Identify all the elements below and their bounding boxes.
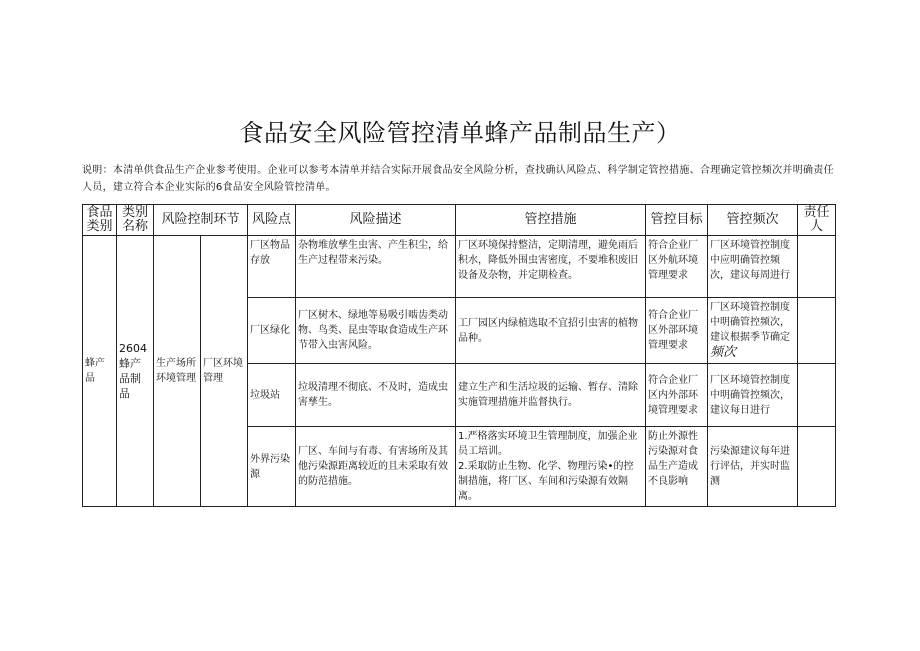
- control-target-cell: 符合企业厂区外部环境管理要求: [646, 298, 708, 364]
- measure-item: 1.严格落实环境卫生管理制度，加强企业员工培训。: [458, 431, 638, 457]
- risk-point-cell: 厂区物品存放: [248, 236, 296, 298]
- responsible-cell: [798, 298, 836, 364]
- risk-description-cell: 垃圾清理不彻底、不及时，造成虫害孳生。: [296, 364, 456, 427]
- header-control-target: 管控目标: [646, 205, 708, 236]
- responsible-cell: [798, 236, 836, 298]
- risk-point-cell: 外界污染源: [248, 427, 296, 507]
- category-name-cell: 2604蜂产品制品: [117, 236, 154, 507]
- header-control-step: 风险控制环节: [154, 205, 248, 236]
- responsible-cell: [798, 364, 836, 427]
- risk-control-table: [82, 204, 836, 507]
- measure-item: 2.采取防止生物、化学、物理污染•的控制措施，将厂区、车间和污染源有效隔离。: [458, 461, 634, 502]
- header-control-frequency: 管控频次: [708, 205, 798, 236]
- control-target-cell: 符合企业厂区内外部环境管理要求: [646, 364, 708, 427]
- table-row: [83, 236, 836, 298]
- responsible-cell: [798, 427, 836, 507]
- header-control-measures: 管控措施: [456, 205, 646, 236]
- header-category-name: 类别名称: [117, 205, 154, 236]
- control-frequency-cell: [708, 298, 798, 364]
- control-measures-cell: 建立生产和生活垃圾的运输、暂存、清除实施管理措施并监督执行。: [456, 364, 646, 427]
- food-category-cell: 蜂产品: [83, 236, 117, 507]
- control-target-cell: 防止外源性污染源对食品生产造成不良影响: [646, 427, 708, 507]
- control-target-cell: 符合企业厂区外航环境管理要求: [646, 236, 708, 298]
- frequency-extra-text: 频次: [710, 345, 737, 360]
- control-frequency-cell: 厂区环境管控制度中应明确管控频次，建议每周进行: [708, 236, 798, 298]
- risk-description-cell: 杂物堆放孳生虫害、产生积尘，给生产过程带来污染。: [296, 236, 456, 298]
- header-responsible: 责任人: [798, 205, 836, 236]
- frequency-text: 厂区环境管控制度中明确管控频次，建议根据季节确定: [710, 302, 790, 343]
- risk-point-cell: 厂区绿化: [248, 298, 296, 364]
- control-measures-cell: [456, 427, 646, 507]
- control-measures-cell: 工厂园区内绿植选取不宜招引虫害的植物品种。: [456, 298, 646, 364]
- page-title: 食品安全风险管控清单蜂产品制品生产）: [239, 119, 681, 147]
- table-header-row: [83, 205, 836, 236]
- header-risk-point: 风险点: [248, 205, 296, 236]
- control-frequency-cell: 厂区环境管控制度中明确管控频次，建议每日进行: [708, 364, 798, 427]
- risk-description-cell: 厂区树木、绿地等易吸引啮齿类动物、鸟类、昆虫等取食造成生产环节带入虫害风险。: [296, 298, 456, 364]
- control-substep-cell: 厂区环境管理: [201, 236, 248, 507]
- header-risk-description: 风险描述: [296, 205, 456, 236]
- control-measures-cell: 厂区环境保持整洁，定期清理，避免雨后积水，降低外围虫害密度，不要堆积废旧设备及杂物，并定期检查。: [456, 236, 646, 298]
- header-food-category: 食品类别: [83, 205, 117, 236]
- control-step-cell: 生产场所环境管理: [154, 236, 201, 507]
- risk-description-cell: 厂区、车间与有毒、有害场所及其他污染源距离较近的且未采取有效的防范措施。: [296, 427, 456, 507]
- control-frequency-cell: 污染源建议每年进行评估，并实时监测: [708, 427, 798, 507]
- instruction-note: 说明：本清单供食品生产企业参考使用。企业可以参考本清单并结合实际开展食品安全风险分析，查找确认风险点、科学制定管控措施、合理确定管控频次并明确责任人员，建立符合本企业实际的6食品安全风险管控清单。: [82, 165, 834, 193]
- risk-point-cell: 垃圾站: [248, 364, 296, 427]
